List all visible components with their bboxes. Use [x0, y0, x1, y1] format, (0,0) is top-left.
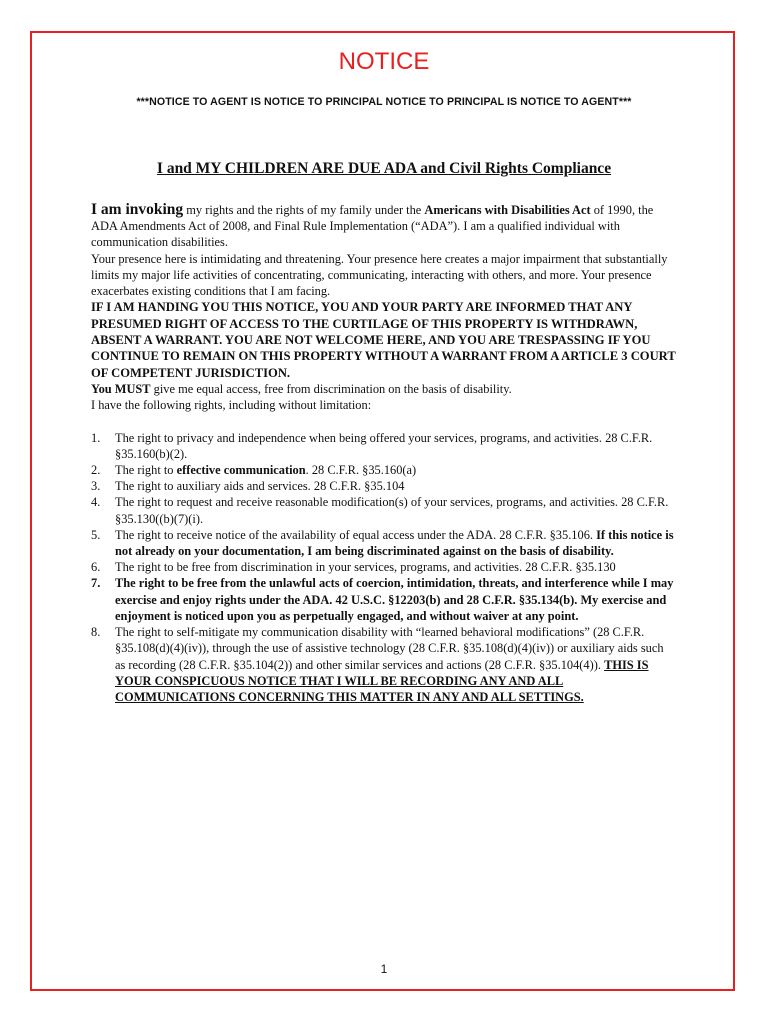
page-title: NOTICE — [338, 48, 430, 75]
list-number: 2. — [91, 463, 101, 478]
list-text: The right to request and receive reasonable modification(s) of your services, programs, and activities. 28 C.F.R. §35.130((b)(7)(i). — [115, 495, 669, 526]
list-number: 4. — [91, 495, 101, 510]
list-number: 3. — [91, 479, 101, 494]
document-heading: I and MY CHILDREN ARE DUE ADA and Civil Rights Compliance — [156, 160, 612, 177]
presence-paragraph: Your presence here is intimidating and threatening. Your presence here creates a major impairment that substantially limits my major life activities of concentrating, communicating, interacting with others, and more. Your presence exacerbates existing conditions that I am facing. — [91, 251, 668, 299]
must-text: give me equal access, free from discrimination on the basis of disability. — [150, 382, 512, 397]
must-lead: You MUST — [91, 382, 151, 397]
trespass-notice-paragraph: IF I AM HANDING YOU THIS NOTICE, YOU AND YOUR PARTY ARE INFORMED THAT ANY PRESUMED RIGHT OF ACCESS TO THE CURTILAGE OF THIS PROPERTY IS WITHDRAWN, ABSENT A WARRANT. YOU ARE NOT WELCOME HERE, AND YOU ARE TRESPASSING IF YOU CONTINUE TO REMAIN ON THIS PROPERTY WITHOUT A WARRANT FROM A ARTICLE 3 COURT OF COMPETENT JURISDICTION. — [91, 300, 676, 380]
list-number: 5. — [91, 527, 101, 542]
intro-text-2: of 1990, the ADA Amendments Act of 2008, and Final Rule Implementation (“ADA”). I am a qualified individual with communication disabilities. — [91, 203, 654, 250]
intro-paragraph — [91, 202, 676, 251]
list-number: 1. — [91, 430, 101, 445]
rights-intro: I have the following rights, including without limitation: — [91, 398, 372, 413]
list-text: The right to be free from the unlawful acts of coercion, intimidation, threats, and interference while I may exercise and enjoy rights under the ADA. 42 U.S.C. §12203(b) and 28 C.F.R. §35.134(b). My exercise and enjoyment is noticed upon you as perpetually engaged, and without waiver at any point. — [115, 576, 674, 623]
recording-notice: THIS IS YOUR CONSPICUOUS NOTICE THAT I WILL BE RECORDING ANY AND ALL COMMUNICATIONS CONCERNING THIS MATTER IN ANY AND ALL SETTINGS. — [115, 657, 649, 704]
list-text: The right to be free from discrimination in your services, programs, and activities. 28 C.F.R. §35.130 — [115, 560, 616, 575]
list-item — [91, 494, 676, 526]
list-text: The right to privacy and independence when being offered your services, programs, and activities. 28 C.F.R. §35.160(b)(2). — [115, 430, 653, 461]
list-item — [91, 575, 676, 624]
list-text-bold: If this notice is not already on your documentation, I am being discriminated against on the basis of disability. — [115, 527, 674, 559]
list-text-bold: effective communication — [176, 463, 306, 478]
list-text: The right to auxiliary aids and services. 28 C.F.R. §35.104 — [115, 479, 405, 494]
agent-principal-line: ***NOTICE TO AGENT IS NOTICE TO PRINCIPAL NOTICE TO PRINCIPAL IS NOTICE TO AGENT*** — [136, 96, 632, 108]
rights-list — [91, 430, 676, 705]
list-number: 6. — [91, 560, 101, 575]
list-item — [91, 478, 676, 494]
list-item — [91, 624, 676, 705]
document-body — [91, 202, 676, 705]
intro-lead: I am invoking — [91, 201, 184, 218]
intro-act-name: Americans with Disabilities Act — [424, 203, 591, 217]
equal-access-paragraph — [91, 381, 676, 397]
list-item — [91, 527, 676, 559]
list-text: The right to — [115, 463, 177, 478]
list-text: . 28 C.F.R. §35.160(a) — [305, 463, 417, 478]
list-item — [91, 430, 676, 462]
page-number: 1 — [380, 962, 388, 976]
list-text: The right to self-mitigate my communication disability with “learned behavioral modifications” (28 C.F.R. §35.108(d)(4)(iv)), through the use of assistive technology (28 C.F.R. §35.108(d)(4)(iv)) or auxiliary aids such as recording (28 C.F.R. §35.104(2)) and other similar services and actions (28 C.F.R. §35.104(4)). — [115, 625, 664, 672]
list-item — [91, 462, 676, 478]
list-item — [91, 559, 676, 575]
list-number: 8. — [91, 625, 101, 640]
list-text: The right to receive notice of the availability of equal access under the ADA. 28 C.F.R. §35.106. — [115, 527, 597, 542]
list-number: 7. — [91, 576, 101, 591]
intro-text-1: my rights and the rights of my family under the — [183, 203, 425, 217]
